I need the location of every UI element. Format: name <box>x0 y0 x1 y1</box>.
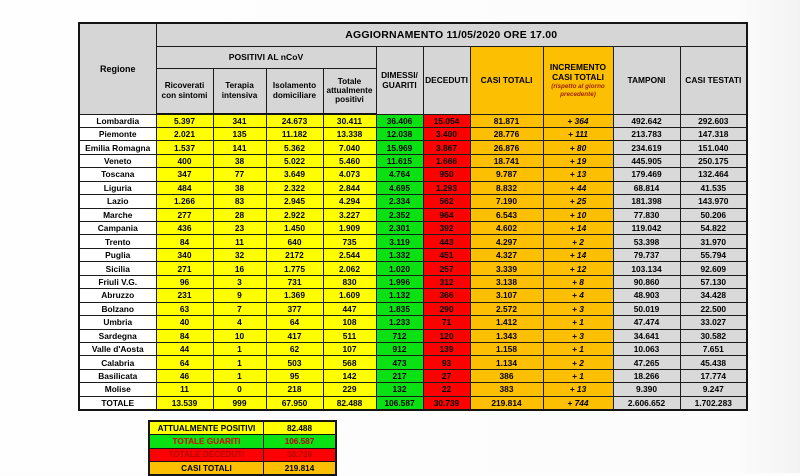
cell-casi-totali: 383 <box>470 383 543 396</box>
cell-isolamento: 1.450 <box>266 222 323 235</box>
cell-incremento: + 1 <box>543 342 613 355</box>
cell-isolamento: 218 <box>266 383 323 396</box>
column-header-incremento <box>543 46 613 114</box>
cell-tamponi: 34.641 <box>613 329 680 342</box>
column-header-dimessi-guariti: DIMESSI/ GUARITI <box>376 46 423 114</box>
cell-region: Lombardia <box>79 114 156 127</box>
cell-casi-testati: 45.438 <box>680 356 747 369</box>
table-row <box>79 262 747 275</box>
cell-region: Marche <box>79 208 156 221</box>
cell-casi-testati: 92.609 <box>680 262 747 275</box>
table-row <box>79 127 747 140</box>
cell-deceduti: 312 <box>423 275 470 288</box>
cell-incremento: + 12 <box>543 262 613 275</box>
cell-deceduti: 3.867 <box>423 141 470 154</box>
cell-casi-testati: 250.175 <box>680 154 747 167</box>
cell-casi-totali: 6.543 <box>470 208 543 221</box>
cell-isolamento: 24.673 <box>266 114 323 127</box>
cell-isolamento: 5.362 <box>266 141 323 154</box>
cell-dimessi-guariti: 4.695 <box>376 181 423 194</box>
column-header-regione: Regione <box>79 23 156 114</box>
cell-casi-testati: 41.535 <box>680 181 747 194</box>
cell-isolamento-totale: 67.950 <box>266 396 323 410</box>
cell-dimessi-guariti: 2.352 <box>376 208 423 221</box>
table-row <box>79 248 747 261</box>
cell-region: Piemonte <box>79 127 156 140</box>
summary-value: 82.488 <box>286 423 313 433</box>
cell-region: Trento <box>79 235 156 248</box>
cell-region: Friuli V.G. <box>79 275 156 288</box>
cell-region: Bolzano <box>79 302 156 315</box>
covid-regions-table <box>78 22 748 411</box>
cell-isolamento: 640 <box>266 235 323 248</box>
cell-totale-positivi: 2.544 <box>323 248 376 261</box>
cell-dimessi-guariti: 1.132 <box>376 289 423 302</box>
table-row <box>79 302 747 315</box>
cell-tamponi: 50.019 <box>613 302 680 315</box>
cell-casi-totali: 1.134 <box>470 356 543 369</box>
column-header-terapia-intensiva: Terapia intensiva <box>213 68 266 114</box>
column-header-casi-totali: CASI TOTALI <box>470 46 543 114</box>
cell-terapia-intensiva: 1 <box>213 356 266 369</box>
cell-totale-positivi: 13.338 <box>323 127 376 140</box>
cell-deceduti: 15.054 <box>423 114 470 127</box>
summary-row-totale-deceduti <box>150 448 335 461</box>
summary-row-totale-guariti <box>150 434 335 447</box>
cell-casi-totali: 1.343 <box>470 329 543 342</box>
cell-dimessi-guariti: 1.996 <box>376 275 423 288</box>
cell-isolamento: 11.182 <box>266 127 323 140</box>
cell-ricoverati: 46 <box>156 369 213 382</box>
cell-incremento: + 2 <box>543 356 613 369</box>
cell-incremento: + 8 <box>543 275 613 288</box>
column-header-deceduti: DECEDUTI <box>423 46 470 114</box>
cell-tamponi: 90.860 <box>613 275 680 288</box>
cell-deceduti: 3.400 <box>423 127 470 140</box>
cell-totale-positivi: 447 <box>323 302 376 315</box>
cell-totale-positivi: 4.294 <box>323 195 376 208</box>
summary-label: ATTUALMENTE POSITIVI <box>150 422 264 434</box>
table-row <box>79 114 747 127</box>
cell-casi-testati: 17.774 <box>680 369 747 382</box>
table-row <box>79 222 747 235</box>
cell-isolamento: 1.775 <box>266 262 323 275</box>
cell-terapia-intensiva: 135 <box>213 127 266 140</box>
cell-terapia-intensiva: 10 <box>213 329 266 342</box>
column-header-ricoverati: Ricoverati con sintomi <box>156 68 213 114</box>
cell-tamponi: 179.469 <box>613 168 680 181</box>
cell-totale-positivi: 511 <box>323 329 376 342</box>
cell-casi-testati: 31.970 <box>680 235 747 248</box>
cell-deceduti: 950 <box>423 168 470 181</box>
cell-casi-testati: 7.651 <box>680 342 747 355</box>
cell-incremento-totale: + 744 <box>543 396 613 410</box>
cell-casi-testati: 50.206 <box>680 208 747 221</box>
cell-tamponi: 234.619 <box>613 141 680 154</box>
cell-ricoverati: 63 <box>156 302 213 315</box>
cell-tamponi: 79.737 <box>613 248 680 261</box>
cell-totale-positivi: 30.411 <box>323 114 376 127</box>
cell-terapia-intensiva: 341 <box>213 114 266 127</box>
table-row <box>79 369 747 382</box>
cell-terapia-intensiva: 38 <box>213 154 266 167</box>
cell-incremento: + 364 <box>543 114 613 127</box>
cell-casi-testati: 33.027 <box>680 316 747 329</box>
table-row <box>79 181 747 194</box>
summary-box <box>148 420 337 476</box>
table-row <box>79 316 747 329</box>
cell-region: Basilicata <box>79 369 156 382</box>
cell-isolamento: 1.369 <box>266 289 323 302</box>
table-row <box>79 356 747 369</box>
incremento-header-note: (rispetto al giorno precedente) <box>551 83 605 98</box>
cell-deceduti: 257 <box>423 262 470 275</box>
cell-casi-totali: 3.138 <box>470 275 543 288</box>
cell-region: Puglia <box>79 248 156 261</box>
cell-casi-totali: 81.871 <box>470 114 543 127</box>
table-row <box>79 275 747 288</box>
cell-isolamento: 5.022 <box>266 154 323 167</box>
cell-ricoverati: 347 <box>156 168 213 181</box>
cell-totale-positivi: 4.073 <box>323 168 376 181</box>
cell-incremento: + 4 <box>543 289 613 302</box>
cell-incremento: + 44 <box>543 181 613 194</box>
cell-casi-totali: 4.297 <box>470 235 543 248</box>
cell-region: Toscana <box>79 168 156 181</box>
column-header-isolamento: Isolamento domiciliare <box>266 68 323 114</box>
cell-ricoverati: 231 <box>156 289 213 302</box>
column-header-tamponi: TAMPONI <box>613 46 680 114</box>
cell-terapia-intensiva: 1 <box>213 342 266 355</box>
cell-totale-positivi-totale: 82.488 <box>323 396 376 410</box>
group-header-positivi: POSITIVI AL nCoV <box>156 46 376 68</box>
cell-totale-positivi: 1.909 <box>323 222 376 235</box>
table-row <box>79 235 747 248</box>
table-row <box>79 342 747 355</box>
cell-totale-positivi: 2.062 <box>323 262 376 275</box>
cell-totale-positivi: 108 <box>323 316 376 329</box>
cell-totale-positivi: 1.609 <box>323 289 376 302</box>
cell-isolamento: 62 <box>266 342 323 355</box>
summary-label: CASI TOTALI <box>150 462 264 474</box>
cell-tamponi-totale: 2.606.652 <box>613 396 680 410</box>
cell-tamponi: 48.903 <box>613 289 680 302</box>
cell-casi-testati: 22.500 <box>680 302 747 315</box>
cell-isolamento: 417 <box>266 329 323 342</box>
cell-dimessi-guariti: 11.615 <box>376 154 423 167</box>
cell-casi-totali: 7.190 <box>470 195 543 208</box>
cell-tamponi: 445.905 <box>613 154 680 167</box>
cell-region: Umbria <box>79 316 156 329</box>
cell-tamponi: 68.814 <box>613 181 680 194</box>
cell-terapia-intensiva: 3 <box>213 275 266 288</box>
cell-terapia-intensiva: 1 <box>213 369 266 382</box>
summary-value: 219.814 <box>284 463 315 473</box>
table-body <box>79 114 747 396</box>
cell-ricoverati: 484 <box>156 181 213 194</box>
cell-isolamento: 731 <box>266 275 323 288</box>
table-row <box>79 383 747 396</box>
cell-casi-testati: 292.603 <box>680 114 747 127</box>
cell-deceduti: 71 <box>423 316 470 329</box>
table-row <box>79 154 747 167</box>
cell-casi-testati: 143.970 <box>680 195 747 208</box>
table-row <box>79 195 747 208</box>
cell-region: Molise <box>79 383 156 396</box>
cell-ricoverati: 96 <box>156 275 213 288</box>
cell-totale-positivi: 830 <box>323 275 376 288</box>
cell-dimessi-guariti: 2.301 <box>376 222 423 235</box>
table-row <box>79 168 747 181</box>
cell-dimessi-guariti: 217 <box>376 369 423 382</box>
cell-casi-testati: 34.428 <box>680 289 747 302</box>
cell-incremento: + 10 <box>543 208 613 221</box>
cell-terapia-intensiva: 9 <box>213 289 266 302</box>
cell-ricoverati: 436 <box>156 222 213 235</box>
cell-totale-positivi: 142 <box>323 369 376 382</box>
cell-dimessi-guariti: 12.038 <box>376 127 423 140</box>
cell-ricoverati: 271 <box>156 262 213 275</box>
cell-deceduti: 22 <box>423 383 470 396</box>
cell-totale-positivi: 107 <box>323 342 376 355</box>
cell-ricoverati-totale: 13.539 <box>156 396 213 410</box>
cell-casi-totali: 4.602 <box>470 222 543 235</box>
cell-casi-testati: 55.794 <box>680 248 747 261</box>
cell-ricoverati: 400 <box>156 154 213 167</box>
cell-dimessi-guariti: 2.334 <box>376 195 423 208</box>
cell-totale-positivi: 229 <box>323 383 376 396</box>
cell-ricoverati: 84 <box>156 235 213 248</box>
cell-region: Liguria <box>79 181 156 194</box>
cell-deceduti: 392 <box>423 222 470 235</box>
cell-deceduti: 1.666 <box>423 154 470 167</box>
table-row <box>79 289 747 302</box>
cell-incremento: + 13 <box>543 168 613 181</box>
cell-casi-totali-totale: 219.814 <box>470 396 543 410</box>
cell-isolamento: 95 <box>266 369 323 382</box>
summary-value: 106.587 <box>284 436 315 446</box>
cell-casi-testati: 54.822 <box>680 222 747 235</box>
cell-tamponi: 47.265 <box>613 356 680 369</box>
cell-isolamento: 3.649 <box>266 168 323 181</box>
cell-terapia-intensiva: 141 <box>213 141 266 154</box>
cell-totale-positivi: 735 <box>323 235 376 248</box>
cell-region: Lazio <box>79 195 156 208</box>
cell-terapia-totale: 999 <box>213 396 266 410</box>
cell-dimessi-totale: 106.587 <box>376 396 423 410</box>
cell-incremento: + 14 <box>543 222 613 235</box>
cell-region: Campania <box>79 222 156 235</box>
cell-casi-totali: 1.412 <box>470 316 543 329</box>
cell-region: Sardegna <box>79 329 156 342</box>
cell-region: Emilia Romagna <box>79 141 156 154</box>
cell-totale-positivi: 7.040 <box>323 141 376 154</box>
cell-tamponi: 213.783 <box>613 127 680 140</box>
cell-terapia-intensiva: 83 <box>213 195 266 208</box>
summary-label: TOTALE GUARITI <box>150 435 264 447</box>
cell-region: Valle d'Aosta <box>79 342 156 355</box>
column-header-totale-positivi: Totale attualmente positivi <box>323 68 376 114</box>
summary-value: 30.739 <box>286 450 313 460</box>
cell-tamponi: 103.134 <box>613 262 680 275</box>
cell-ricoverati: 44 <box>156 342 213 355</box>
cell-terapia-intensiva: 38 <box>213 181 266 194</box>
cell-casi-totali: 3.339 <box>470 262 543 275</box>
cell-deceduti: 443 <box>423 235 470 248</box>
cell-dimessi-guariti: 36.406 <box>376 114 423 127</box>
summary-label: TOTALE DECEDUTI <box>150 449 264 461</box>
cell-isolamento: 2172 <box>266 248 323 261</box>
cell-isolamento: 503 <box>266 356 323 369</box>
cell-incremento: + 80 <box>543 141 613 154</box>
cell-dimessi-guariti: 1.233 <box>376 316 423 329</box>
incremento-header-label: INCREMENTO CASI TOTALI <box>549 62 607 83</box>
cell-ricoverati: 1.266 <box>156 195 213 208</box>
cell-deceduti-totale: 30.739 <box>423 396 470 410</box>
cell-deceduti: 120 <box>423 329 470 342</box>
cell-totale-positivi: 568 <box>323 356 376 369</box>
cell-casi-totali: 28.776 <box>470 127 543 140</box>
cell-isolamento: 2.322 <box>266 181 323 194</box>
cell-tamponi: 181.398 <box>613 195 680 208</box>
cell-dimessi-guariti: 912 <box>376 342 423 355</box>
cell-terapia-intensiva: 11 <box>213 235 266 248</box>
cell-incremento: + 1 <box>543 316 613 329</box>
cell-incremento: + 1 <box>543 369 613 382</box>
cell-isolamento: 64 <box>266 316 323 329</box>
cell-terapia-intensiva: 0 <box>213 383 266 396</box>
cell-tamponi: 10.063 <box>613 342 680 355</box>
cell-casi-testati: 30.582 <box>680 329 747 342</box>
totale-row <box>79 396 747 410</box>
cell-region: Veneto <box>79 154 156 167</box>
cell-tamponi: 53.398 <box>613 235 680 248</box>
cell-tamponi: 119.042 <box>613 222 680 235</box>
cell-deceduti: 139 <box>423 342 470 355</box>
cell-ricoverati: 84 <box>156 329 213 342</box>
table-row <box>79 141 747 154</box>
cell-casi-testati: 151.040 <box>680 141 747 154</box>
cell-isolamento: 377 <box>266 302 323 315</box>
cell-casi-totali: 18.741 <box>470 154 543 167</box>
cell-totale-positivi: 2.844 <box>323 181 376 194</box>
cell-incremento: + 111 <box>543 127 613 140</box>
cell-ricoverati: 40 <box>156 316 213 329</box>
cell-casi-totali: 1.158 <box>470 342 543 355</box>
cell-dimessi-guariti: 1.835 <box>376 302 423 315</box>
cell-deceduti: 562 <box>423 195 470 208</box>
cell-casi-totali: 26.876 <box>470 141 543 154</box>
cell-casi-testati: 132.464 <box>680 168 747 181</box>
table-title: AGGIORNAMENTO 11/05/2020 ORE 17.00 <box>156 23 747 46</box>
cell-tamponi: 492.642 <box>613 114 680 127</box>
cell-incremento: + 25 <box>543 195 613 208</box>
cell-incremento: + 14 <box>543 248 613 261</box>
cell-ricoverati: 1.537 <box>156 141 213 154</box>
cell-dimessi-guariti: 4.764 <box>376 168 423 181</box>
cell-isolamento: 2.922 <box>266 208 323 221</box>
summary-row-casi-totali <box>150 461 335 474</box>
cell-deceduti: 290 <box>423 302 470 315</box>
cell-deceduti: 1.293 <box>423 181 470 194</box>
cell-deceduti: 93 <box>423 356 470 369</box>
cell-terapia-intensiva: 7 <box>213 302 266 315</box>
cell-casi-totali: 4.327 <box>470 248 543 261</box>
cell-region: Calabria <box>79 356 156 369</box>
cell-region: Sicilia <box>79 262 156 275</box>
cell-casi-totali: 386 <box>470 369 543 382</box>
cell-dimessi-guariti: 473 <box>376 356 423 369</box>
cell-isolamento: 2.945 <box>266 195 323 208</box>
cell-incremento: + 19 <box>543 154 613 167</box>
cell-casi-totali: 8.832 <box>470 181 543 194</box>
cell-incremento: + 3 <box>543 302 613 315</box>
cell-dimessi-guariti: 15.969 <box>376 141 423 154</box>
cell-casi-testati: 9.247 <box>680 383 747 396</box>
cell-tamponi: 18.266 <box>613 369 680 382</box>
column-header-casi-testati: CASI TESTATI <box>680 46 747 114</box>
cell-deceduti: 964 <box>423 208 470 221</box>
cell-dimessi-guariti: 132 <box>376 383 423 396</box>
cell-terapia-intensiva: 32 <box>213 248 266 261</box>
cell-deceduti: 27 <box>423 369 470 382</box>
cell-terapia-intensiva: 16 <box>213 262 266 275</box>
cell-region-totale: TOTALE <box>79 396 156 410</box>
cell-casi-testati: 57.130 <box>680 275 747 288</box>
cell-casi-testati: 147.318 <box>680 127 747 140</box>
cell-terapia-intensiva: 28 <box>213 208 266 221</box>
cell-region: Abruzzo <box>79 289 156 302</box>
group-header-row <box>79 46 747 68</box>
cell-terapia-intensiva: 77 <box>213 168 266 181</box>
cell-dimessi-guariti: 1.332 <box>376 248 423 261</box>
cell-dimessi-guariti: 3.119 <box>376 235 423 248</box>
cell-terapia-intensiva: 4 <box>213 316 266 329</box>
cell-ricoverati: 64 <box>156 356 213 369</box>
cell-totale-positivi: 3.227 <box>323 208 376 221</box>
table-row <box>79 208 747 221</box>
cell-totale-positivi: 5.460 <box>323 154 376 167</box>
cell-ricoverati: 340 <box>156 248 213 261</box>
cell-deceduti: 366 <box>423 289 470 302</box>
cell-dimessi-guariti: 1.020 <box>376 262 423 275</box>
table-row <box>79 329 747 342</box>
cell-ricoverati: 5.397 <box>156 114 213 127</box>
cell-ricoverati: 11 <box>156 383 213 396</box>
cell-incremento: + 2 <box>543 235 613 248</box>
cell-casi-testati-totale: 1.702.283 <box>680 396 747 410</box>
summary-row-attualmente-positivi <box>150 422 335 434</box>
cell-tamponi: 47.474 <box>613 316 680 329</box>
cell-incremento: + 13 <box>543 383 613 396</box>
cell-casi-totali: 3.107 <box>470 289 543 302</box>
cell-casi-totali: 9.787 <box>470 168 543 181</box>
cell-terapia-intensiva: 23 <box>213 222 266 235</box>
cell-deceduti: 451 <box>423 248 470 261</box>
cell-incremento: + 3 <box>543 329 613 342</box>
cell-dimessi-guariti: 712 <box>376 329 423 342</box>
cell-casi-totali: 2.572 <box>470 302 543 315</box>
cell-ricoverati: 277 <box>156 208 213 221</box>
cell-ricoverati: 2.021 <box>156 127 213 140</box>
title-row <box>79 23 747 46</box>
cell-tamponi: 9.390 <box>613 383 680 396</box>
cell-tamponi: 77.830 <box>613 208 680 221</box>
